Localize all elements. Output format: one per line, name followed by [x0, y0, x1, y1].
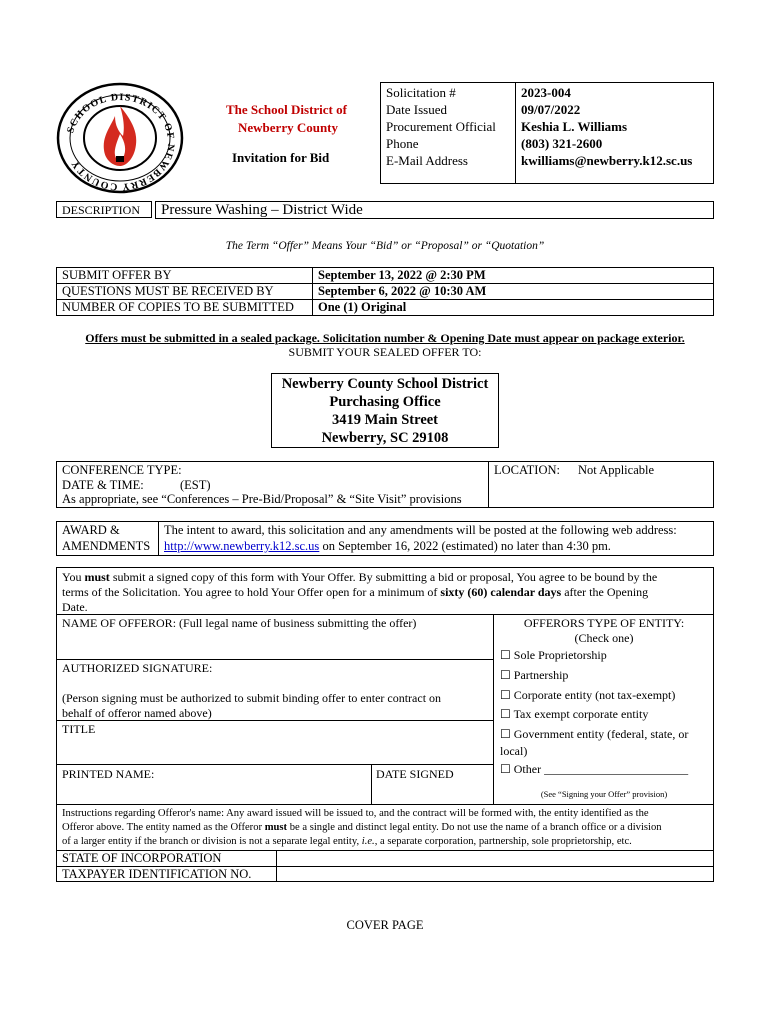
svg-text:SCHOOL DISTRICT OF NEWBERRY CO: SCHOOL DISTRICT OF NEWBERRY COUNTY [65, 91, 177, 193]
date-signed-label: DATE SIGNED [376, 767, 454, 781]
doc-title: Invitation for Bid [232, 150, 330, 165]
checkbox-icon: ☐ [500, 668, 511, 682]
entity-type-heading: OFFERORS TYPE OF ENTITY: [523, 616, 685, 630]
instructions-line1: Instructions regarding Offeror's name: Any award issued will be issued to, and the contract will be formed with, the entity identified as the [62, 808, 649, 819]
award-label: AWARD & [62, 523, 120, 537]
authorized-signature-field[interactable] [57, 676, 492, 688]
authorized-note: behalf of offeror named above) [62, 706, 212, 720]
entity-option-corporate[interactable]: ☐ Corporate entity (not tax-exempt) [500, 688, 676, 702]
conference-type-label: CONFERENCE TYPE: [62, 463, 182, 477]
address-line: Purchasing Office [329, 394, 441, 410]
info-label: E-Mail Address [386, 153, 468, 168]
info-label: Date Issued [386, 102, 448, 117]
copies-label: NUMBER OF COPIES TO BE SUBMITTED [62, 300, 294, 314]
authorized-signature-label: AUTHORIZED SIGNATURE: [62, 661, 213, 675]
award-line1: The intent to award, this solicitation and any amendments will be posted at the following web address: [164, 523, 677, 537]
printed-name-field[interactable] [57, 782, 370, 803]
offeror-name-label: NAME OF OFFEROR: (Full legal name of business submitting the offer) [62, 616, 417, 630]
address-line: Newberry, SC 29108 [321, 430, 449, 446]
entity-option-government[interactable]: ☐ Government entity (federal, state, or [500, 727, 689, 741]
info-label: Solicitation # [386, 85, 456, 100]
entity-type-subheading: (Check one) [574, 631, 634, 645]
state-incorporation-label: STATE OF INCORPORATION [62, 851, 222, 865]
location-value: Not Applicable [578, 463, 655, 477]
title-label: TITLE [62, 722, 96, 736]
copies-value: One (1) Original [318, 300, 407, 314]
entity-option-tax-exempt[interactable]: ☐ Tax exempt corporate entity [500, 707, 649, 721]
location-label: LOCATION: [494, 463, 560, 477]
description-label: DESCRIPTION [62, 203, 141, 217]
entity-option-government-cont: local) [500, 744, 528, 758]
date-signed-field[interactable] [372, 782, 492, 803]
award-line2-rest: on September 16, 2022 (estimated) no later than 4:30 pm. [319, 539, 611, 553]
questions-value: September 6, 2022 @ 10:30 AM [318, 284, 487, 298]
submit-to-heading: SUBMIT YOUR SEALED OFFER TO: [288, 345, 482, 359]
agreement-line1: You must submit a signed copy of this form with Your Offer. By submitting a bid or proposal, You agree to be bound by the [62, 570, 658, 584]
conference-datetime-value: (EST) [180, 478, 211, 492]
district-name-line2: Newberry County [238, 120, 339, 135]
seal-logo-icon [55, 82, 185, 194]
email-value: kwilliams@newberry.k12.sc.us [521, 153, 693, 168]
offeror-name-field[interactable] [57, 631, 492, 658]
questions-label: QUESTIONS MUST BE RECEIVED BY [62, 284, 274, 298]
conference-note: As appropriate, see “Conferences – Pre-Bid/Proposal” & “Site Visit” provisions [62, 492, 462, 506]
info-label: Phone [386, 136, 419, 151]
checkbox-icon: ☐ [500, 707, 511, 721]
taxpayer-id-label: TAXPAYER IDENTIFICATION NO. [62, 867, 252, 881]
page-label: COVER PAGE [346, 918, 424, 932]
entity-option-other[interactable]: ☐ Other ________________________ [500, 762, 689, 776]
date-issued: 09/07/2022 [521, 102, 581, 117]
instructions-line2: Offeror above. The entity named as the Offeror must be a single and distinct legal entity. Do not use the name of a branch office or a division [62, 822, 662, 833]
authorized-note: (Person signing must be authorized to submit binding offer to enter contract on [62, 691, 442, 705]
agreement-line2: terms of the Solicitation. You agree to hold Your Offer open for a minimum of sixty (60) calendar days after the Opening [62, 585, 649, 599]
agreement-line3: Date. [62, 600, 88, 614]
phone-value: (803) 321-2600 [521, 136, 603, 151]
checkbox-icon: ☐ [500, 688, 511, 702]
district-name-line1: The School District of [226, 102, 347, 117]
instructions-line3: of a larger entity if the branch or division is not a separate legal entity, i.e., a separate corporation, partnership, sole proprietorship, etc. [62, 836, 632, 847]
description-value: Pressure Washing – District Wide [161, 202, 363, 218]
printed-name-label: PRINTED NAME: [62, 767, 155, 781]
solicitation-number: 2023-004 [521, 85, 571, 100]
signing-offer-note: (See “Signing your Offer” provision) [540, 789, 668, 799]
district-website-link[interactable]: http://www.newberry.k12.sc.us [164, 539, 320, 553]
title-field[interactable] [57, 737, 492, 763]
procurement-official: Keshia L. Williams [521, 119, 628, 134]
offer-term-note: The Term “Offer” Means Your “Bid” or “Proposal” or “Quotation” [225, 240, 545, 252]
address-line: 3419 Main Street [331, 412, 439, 428]
taxpayer-id-field[interactable] [277, 867, 713, 881]
state-incorporation-field[interactable] [277, 851, 713, 865]
entity-option-partnership[interactable]: ☐ Partnership [500, 668, 569, 682]
address-line: Newberry County School District [281, 376, 489, 392]
checkbox-icon: ☐ [500, 727, 511, 741]
entity-option-sole-proprietorship[interactable]: ☐ Sole Proprietorship [500, 648, 607, 662]
district-seal [55, 82, 185, 194]
submit-offer-label: SUBMIT OFFER BY [62, 268, 172, 282]
info-label: Procurement Official [386, 119, 496, 134]
award-label: AMENDMENTS [62, 539, 151, 553]
checkbox-icon: ☐ [500, 648, 511, 662]
award-line2 [164, 539, 611, 554]
sealed-package-notice: Offers must be submitted in a sealed package. Solicitation number & Opening Date must appear on package exterior. [85, 331, 685, 345]
checkbox-icon: ☐ [500, 762, 511, 776]
conference-datetime-label: DATE & TIME: [62, 478, 144, 492]
submit-offer-value: September 13, 2022 @ 2:30 PM [318, 268, 486, 282]
